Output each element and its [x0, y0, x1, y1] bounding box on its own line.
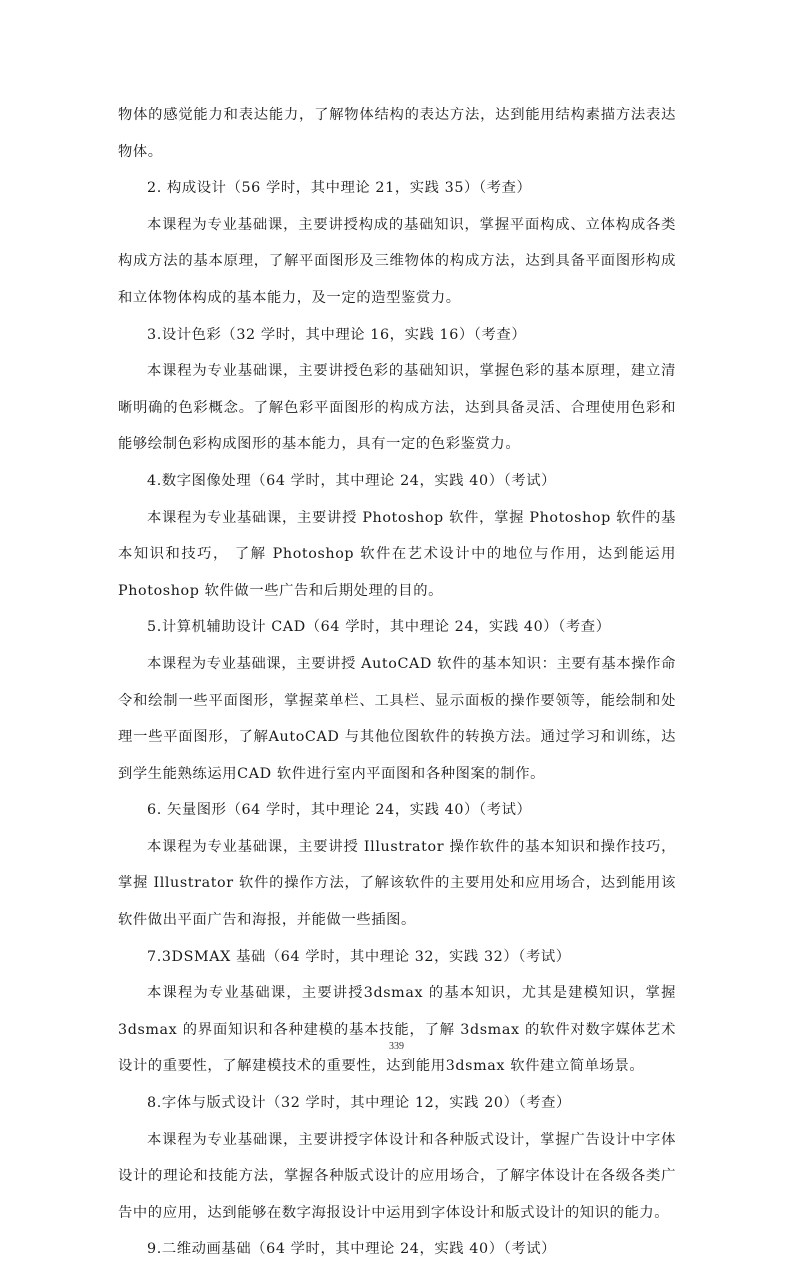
course-description-cad: 本课程为专业基础课，主要讲授 AutoCAD 软件的基本知识：主要有基本操作命令和绘制一些平面图形，掌握菜单栏、工具栏、显示面板的操作要领等，能绘制和处理一些平面图形，了解AutoCAD 与其他位图软件的转换方法。通过学习和训练，达到学生能熟练运用CAD 软件进行室内平面图和各种图案的制作。 — [118, 655, 676, 782]
course-description-3dsmax: 本课程为专业基础课，主要讲授3dsmax 的基本知识，尤其是建模知识，掌握 3dsmax 的界面知识和各种建模的基本技能，了解 3dsmax 的软件对数字媒体艺术设计的重要性，了解建模技术的重要性，达到能用3dsmax 软件建立简单场景。 — [118, 985, 676, 1075]
course-description-digital-image-processing: 本课程为专业基础课，主要讲授 Photoshop 软件，掌握 Photoshop 软件的基本知识和技巧， 了解 Photoshop 软件在艺术设计中的地位与作用，达到能运用 Photoshop 软件做一些广告和后期处理的目的。 — [118, 509, 676, 599]
page-number: 339 — [389, 1041, 404, 1052]
course-description-design-color: 本课程为专业基础课，主要讲授色彩的基础知识，掌握色彩的基本原理，建立清晰明确的色彩概念。了解色彩平面图形的构成方法，达到具备灵活、合理使用色彩和能够绘制色彩构成图形的基本能力，具有一定的色彩鉴赏力。 — [118, 363, 676, 453]
course-heading-composition-design: 2. 构成设计（56 学时，其中理论 21，实践 35）（考查） — [147, 180, 532, 197]
course-heading-3dsmax: 7.3DSMAX 基础（64 学时，其中理论 32，实践 32）（考试） — [147, 948, 571, 965]
course-description-typography-layout: 本课程为专业基础课，主要讲授字体设计和各种版式设计，掌握广告设计中字体设计的理论和技能方法，掌握各种版式设计的应用场合，了解字体设计在各级各类广告中的应用，达到能够在数字海报设计中运用到字体设计和版式设计的知识的能力。 — [118, 1131, 676, 1221]
course-heading-typography-layout: 8.字体与版式设计（32 学时，其中理论 12，实践 20）（考查） — [147, 1095, 571, 1112]
course-heading-design-color: 3.设计色彩（32 学时，其中理论 16，实践 16）（考查） — [147, 326, 527, 343]
course-heading-2d-animation: 9.二维动画基础（64 学时，其中理论 24，实践 40）（考试） — [147, 1241, 557, 1258]
paragraph-continuation: 物体的感觉能力和表达能力，了解物体结构的表达方法，达到能用结构素描方法表达物体。 — [118, 107, 676, 160]
course-description-composition-design: 本课程为专业基础课，主要讲授构成的基础知识，掌握平面构成、立体构成各类构成方法的基本原理，了解平面图形及三维物体的构成方法，达到具备平面图形构成和立体物体构成的基本能力，及一定的造型鉴赏力。 — [118, 216, 676, 306]
course-heading-digital-image-processing: 4.数字图像处理（64 学时，其中理论 24，实践 40）（考试） — [147, 472, 557, 489]
course-heading-vector-graphics: 6. 矢量图形（64 学时，其中理论 24，实践 40）（考试） — [147, 802, 532, 819]
course-description-vector-graphics: 本课程为专业基础课，主要讲授 Illustrator 操作软件的基本知识和操作技巧，掌握 Illustrator 软件的操作方法，了解该软件的主要用处和应用场合，达到能用该软件做出平面广告和海报，并能做一些插图。 — [118, 838, 676, 929]
course-heading-cad: 5.计算机辅助设计 CAD（64 学时，其中理论 24，实践 40）（考查） — [147, 619, 611, 636]
document-body — [118, 97, 676, 1268]
